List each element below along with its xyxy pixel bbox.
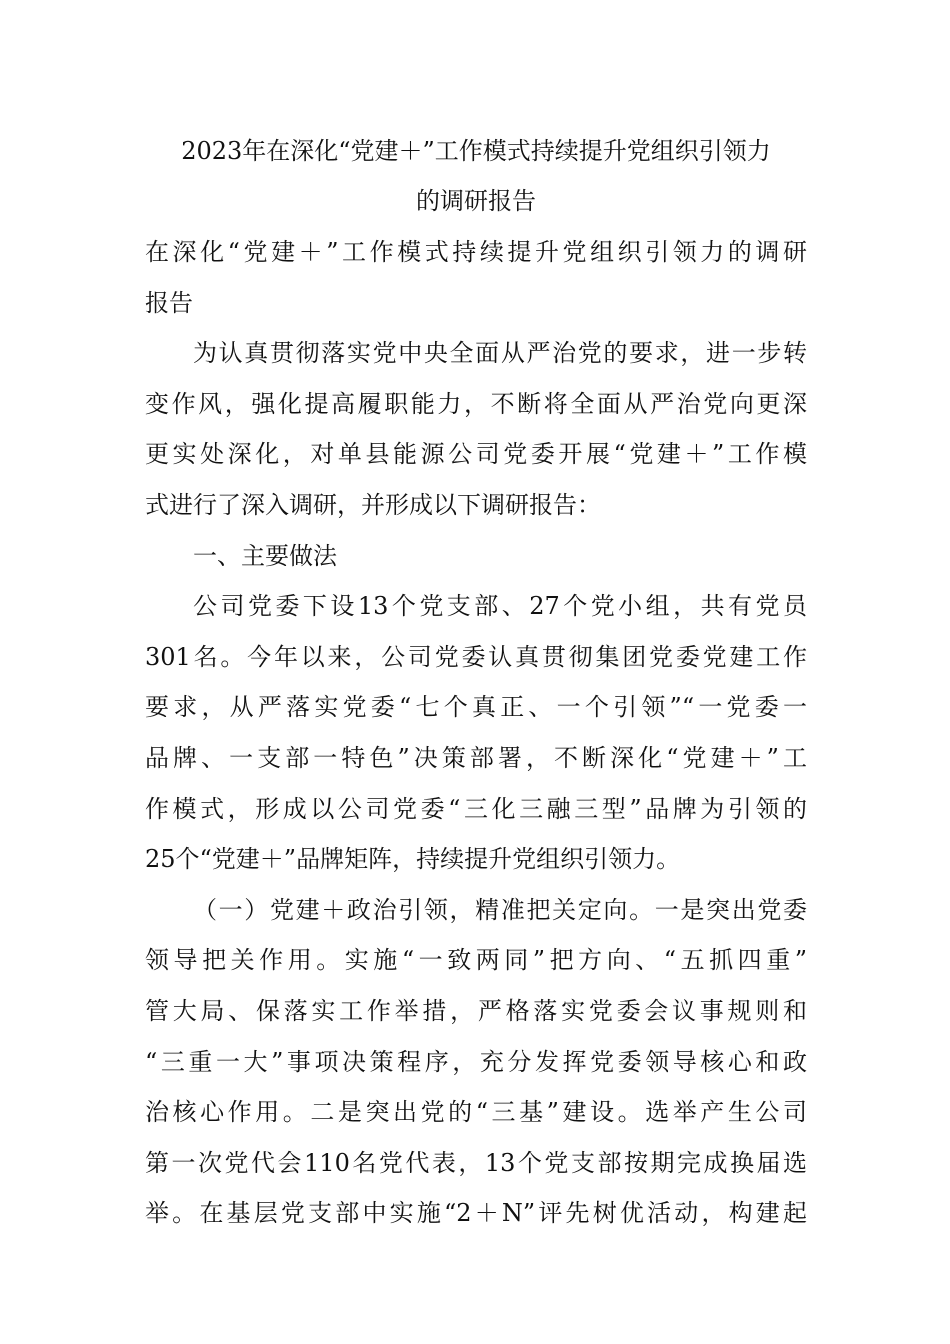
body-line: 管大局、保落实工作举措，严格落实党委会议事规则和 [145,997,807,1025]
body-line: 作模式，形成以公司党委“三化三融三型”品牌为引领的 [145,795,807,823]
body-line: 品牌、一支部一特色”决策部署，不断深化“党建＋”工 [145,744,807,772]
body-line: 领导把关作用。实施“一致两同”把方向、“五抓四重” [145,946,807,974]
body-line: 在深化“党建＋”工作模式持续提升党组织引领力的调研 [145,238,807,266]
body-line: 变作风，强化提高履职能力，不断将全面从严治党向更深 [145,390,807,418]
document-title-line-1: 2023年在深化“党建＋”工作模式持续提升党组织引领力 [181,137,771,165]
body-line: 为认真贯彻落实党中央全面从严治党的要求，进一步转 [193,339,807,367]
document-title-line-2: 的调研报告 [416,187,536,215]
body-line: 更实处深化，对单县能源公司党委开展“党建＋”工作模 [145,440,807,468]
body-line: 报告 [145,289,193,317]
body-line: 第一次党代会110名党代表，13个党支部按期完成换届选 [145,1149,807,1177]
body-line: 式进行了深入调研，并形成以下调研报告： [145,491,601,519]
body-line: 一、主要做法 [193,542,337,570]
body-line: “三重一大”事项决策程序，充分发挥党委领导核心和政 [145,1048,807,1076]
body-line: 25个“党建＋”品牌矩阵，持续提升党组织引领力。 [145,845,681,873]
body-line: 公司党委下设13个党支部、27个党小组，共有党员 [193,592,807,620]
body-line: 301名。今年以来，公司党委认真贯彻集团党委党建工作 [145,643,807,671]
body-line: 要求，从严落实党委“七个真正、一个引领”“一党委一 [145,693,807,721]
body-line: 治核心作用。二是突出党的“三基”建设。选举产生公司 [145,1098,807,1126]
body-line: 举。在基层党支部中实施“2＋N”评先树优活动，构建起 [145,1199,807,1227]
body-line: （一）党建＋政治引领，精准把关定向。一是突出党委 [193,896,807,924]
